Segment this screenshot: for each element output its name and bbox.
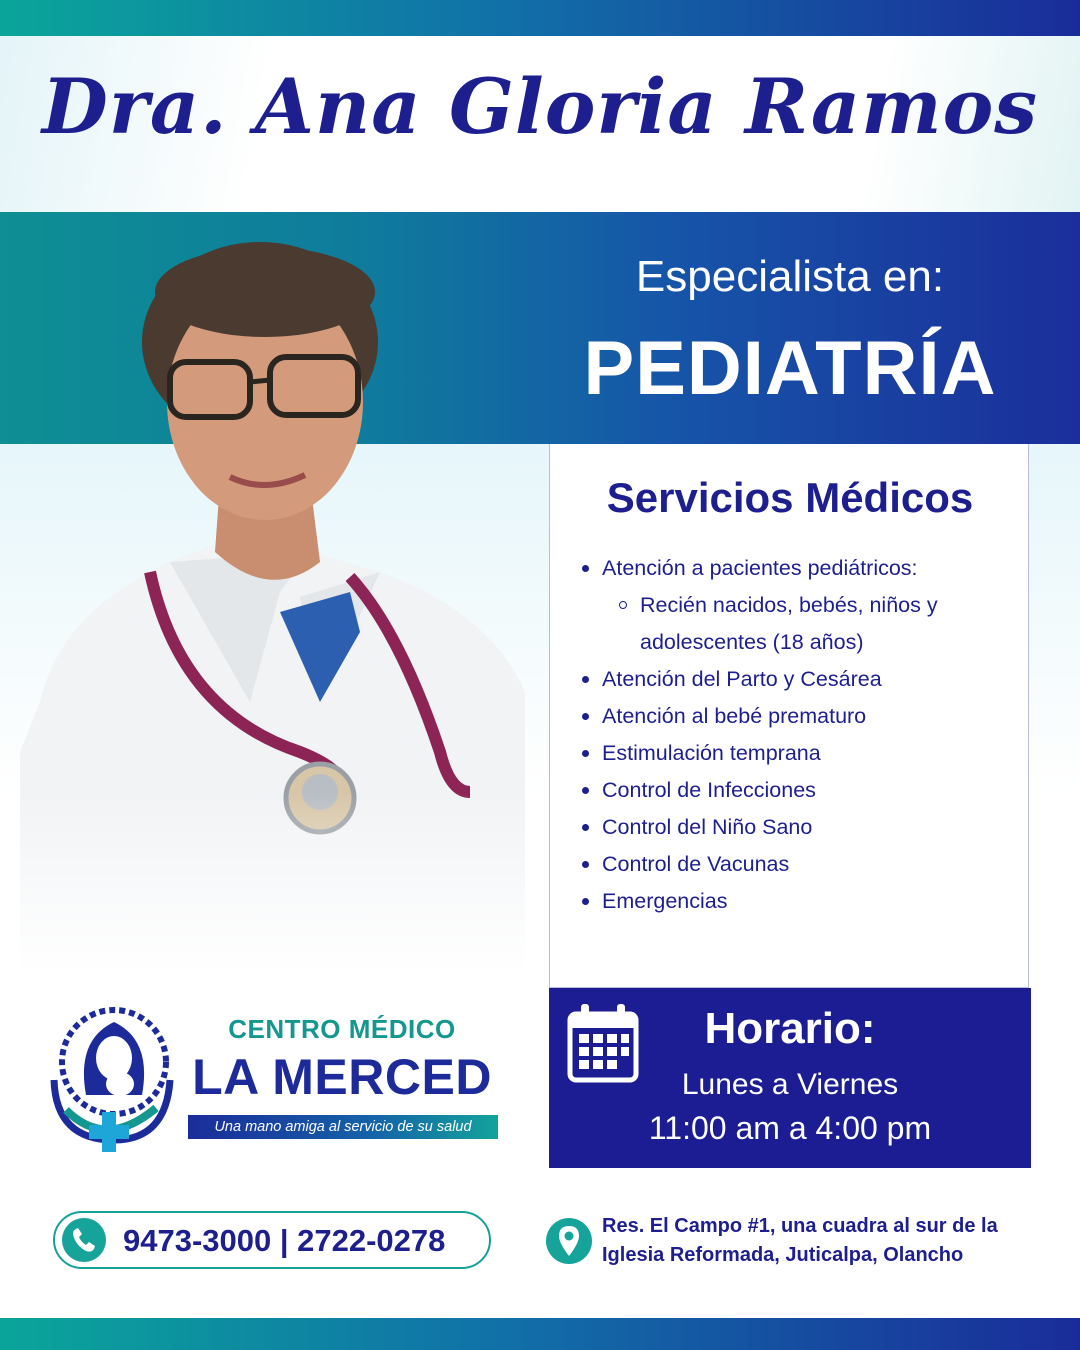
list-item: Atención al bebé prematuro: [582, 698, 1022, 735]
phone-numbers: 9473-3000 | 2722-0278: [123, 1223, 446, 1258]
list-item: Control de Vacunas: [582, 846, 1022, 883]
bullet-icon: [582, 861, 589, 868]
services-card: [549, 444, 1029, 988]
list-item: Atención del Parto y Cesárea: [582, 661, 1022, 698]
clinic-name: LA MERCED: [192, 1049, 492, 1105]
phone-icon: [62, 1218, 106, 1262]
doctor-portrait: [20, 232, 530, 972]
schedule-days: Lunes a Viernes: [681, 1068, 899, 1101]
bullet-icon: [582, 824, 589, 831]
services-title: Servicios Médicos: [606, 474, 974, 521]
schedule-title: Horario:: [704, 1004, 876, 1053]
list-item: Emergencias: [582, 883, 1022, 920]
bullet-icon: [582, 713, 589, 720]
location-pin-icon: [545, 1216, 593, 1266]
bullet-icon: [582, 676, 589, 683]
list-item: Estimulación temprana: [582, 735, 1022, 772]
address-text: Res. El Campo #1, una cuadra al sur de la Iglesia Reformada, Juticalpa, Olancho: [602, 1215, 998, 1266]
bullet-icon: [582, 565, 589, 572]
doctor-name: Dra. Ana Gloria Ramos: [41, 62, 1039, 151]
clinic-top-line: CENTRO MÉDICO: [228, 1014, 456, 1044]
clinic-logo-icon: [46, 1000, 176, 1160]
bullet-icon: [582, 898, 589, 905]
bullet-icon: [582, 750, 589, 757]
circle-bullet-icon: [619, 601, 627, 609]
services-list: [582, 550, 1022, 920]
schedule-hours: 11:00 am a 4:00 pm: [648, 1110, 932, 1146]
list-item: Control del Niño Sano: [582, 809, 1022, 846]
specialist-label: Especialista en:: [635, 252, 945, 301]
specialty-title: PEDIATRÍA: [583, 326, 997, 411]
list-item: Control de Infecciones: [582, 772, 1022, 809]
bottom-accent-bar: [0, 1318, 1080, 1350]
schedule-box: [549, 988, 1031, 1168]
clinic-tagline: Una mano amiga al servicio de su salud: [188, 1115, 498, 1139]
phone-pill[interactable]: [53, 1211, 491, 1269]
sub-list-item: Recién nacidos, bebés, niños y adolescentes (18 años): [582, 587, 980, 661]
list-item: Atención a pacientes pediátricos:: [582, 550, 1022, 587]
top-accent-bar: [0, 0, 1080, 36]
bullet-icon: [582, 787, 589, 794]
